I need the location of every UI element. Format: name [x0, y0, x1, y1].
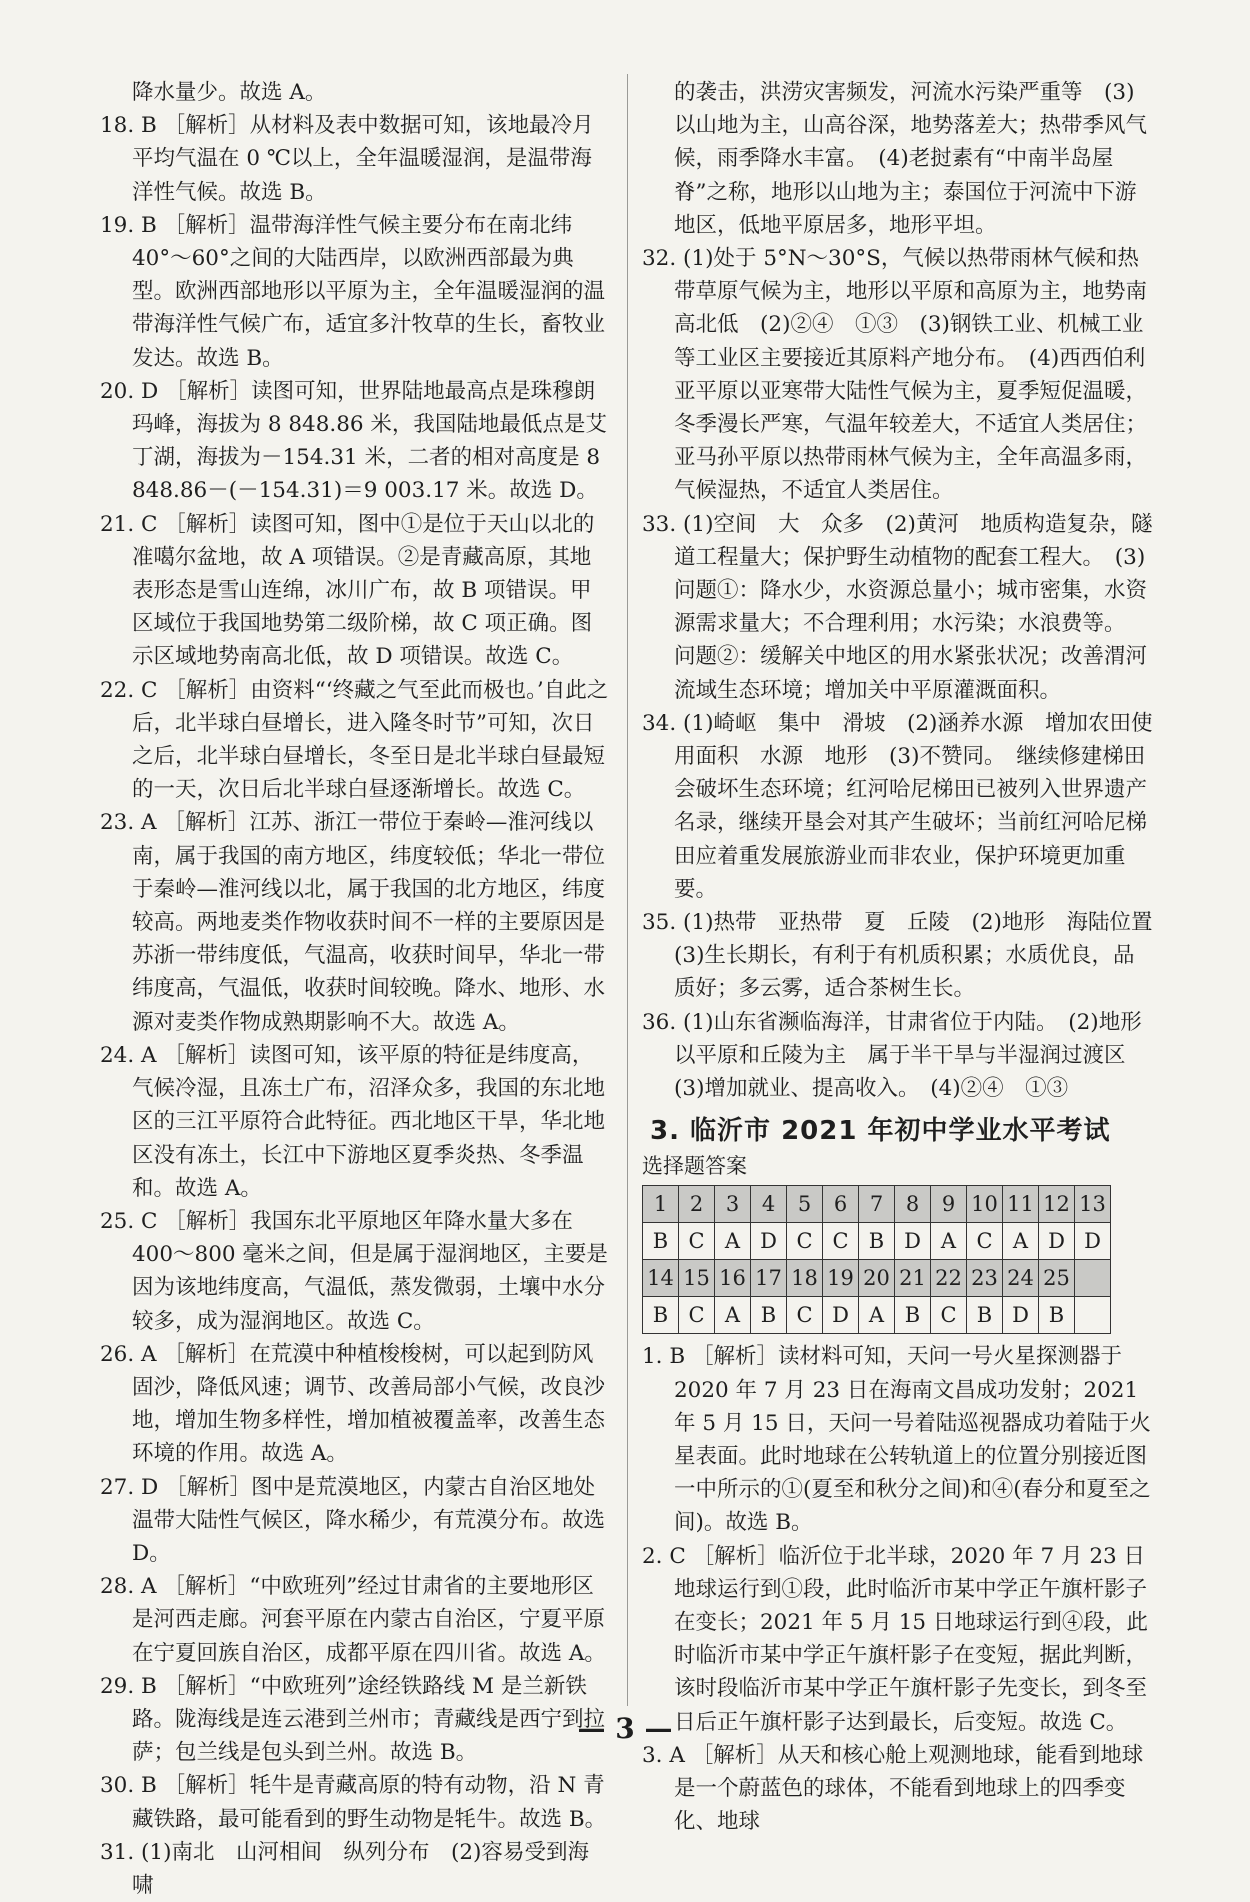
answer-item: 30. B ［解析］牦牛是青藏高原的特有动物，沿 N 青藏铁路，最可能看到的野生动物是牦牛。故选 B。 [100, 1773, 607, 1832]
answer-item: 27. D ［解析］图中是荒漠地区，内蒙古自治区地处温带大陆性气候区，降水稀少，有荒漠分布。故选 D。 [100, 1474, 606, 1566]
question-number-cell: 21 [895, 1260, 931, 1297]
answer-cell [1075, 1297, 1111, 1334]
answer-item: 24. A ［解析］读图可知，该平原的特征是纬度高，气候冷湿，且冻土广布，沼泽众多，我国的东北地区的三江平原符合此特征。西北地区干旱，华北地区没有冻土，长江中下游地区夏季炎热、冬季温和。故选 A。 [100, 1042, 606, 1201]
answer-table [642, 1185, 1111, 1334]
question-number-row [643, 1260, 1111, 1297]
answer-continuation: 降水量少。故选 A。 [132, 80, 327, 105]
question-number-cell: 19 [823, 1260, 859, 1297]
answer-cell: D [751, 1223, 787, 1260]
question-number-cell: 10 [967, 1186, 1003, 1223]
answer-item: 20. D ［解析］读图可知，世界陆地最高点是珠穆朗玛峰，海拔为 8 848.86 米，我国陆地最低点是艾丁湖，海拔为－154.31 米，二者的相对高度是 8 848.86－(－154.31)＝9 003.17 米。故选 D。 [100, 378, 607, 504]
answer-cell: C [679, 1223, 715, 1260]
answer-cell: C [679, 1297, 715, 1334]
answer-cell: D [1075, 1223, 1111, 1260]
answer-item: 32. (1)处于 5°N～30°S，气候以热带雨林气候和热带草原气候为主，地形以平原和高原为主，地势南高北低 (2)②④ ①③ (3)钢铁工业、机械工业等工业区主要接近其原料产地分布。 (4)西西伯利亚平原以亚寒带大陆性气候为主，夏季短促温暖，冬季漫长严寒，气温年较差大，不适宜人类居住；亚马孙平原以热带雨林气候为主，全年高温多雨，气候湿热，不适宜人类居住。 [642, 246, 1148, 504]
answer-cell: A [859, 1297, 895, 1334]
answer-item: 26. A ［解析］在荒漠中种植梭梭树，可以起到防风固沙，降低风速；调节、改善局部小气候，改良沙地，增加生物多样性，增加植被覆盖率，改善生态环境的作用。故选 A。 [100, 1341, 606, 1467]
answer-item: 29. B ［解析］“中欧班列”途经铁路线 M 是兰新铁路。陇海线是连云港到兰州市；青藏线是西宁到拉萨；包兰线是包头到兰州。故选 B。 [100, 1673, 606, 1766]
answer-cell: A [715, 1297, 751, 1334]
question-number-cell: 16 [715, 1260, 751, 1297]
question-number-cell: 7 [859, 1186, 895, 1223]
left-column [100, 76, 610, 1902]
answer-item: 18. B ［解析］从材料及表中数据可知，该地最冷月平均气温在 0 ℃以上，全年温暖湿润，是温带海洋性气候。故选 B。 [100, 113, 594, 205]
answer-cell: C [967, 1223, 1003, 1260]
answer-cell: A [715, 1223, 751, 1260]
answer-cell: B [643, 1223, 679, 1260]
question-number-cell: 13 [1075, 1186, 1111, 1223]
answer-item: 21. C ［解析］读图可知，图中①是位于天山以北的准噶尔盆地，故 A 项错误。②是青藏高原，其地表形态是雪山连绵，冰川广布，故 B 项错误。甲区域位于我国地势第二级阶梯，故 C 项正确。图示区域地势南高北低，故 D 项错误。故选 C。 [100, 511, 595, 670]
question-number-cell: 3 [715, 1186, 751, 1223]
answer-cell: A [931, 1223, 967, 1260]
question-number-cell: 14 [643, 1260, 679, 1297]
answer-item: 28. A ［解析］“中欧班列”经过甘肃省的主要地形区是河西走廊。河套平原在内蒙古自治区，宁夏平原在宁夏回族自治区，成都平原在四川省。故选 A。 [100, 1574, 606, 1666]
question-number-cell: 18 [787, 1260, 823, 1297]
answer-item: 34. (1)崎岖 集中 滑坡 (2)涵养水源 增加农田使用面积 水源 地形 (3)不赞同。 继续修建梯田会破坏生态环境；红河哈尼梯田已被列入世界遗产名录，继续开垦会对其产生破坏；当前红河哈尼梯田应着重发展旅游业而非农业，保护环境更加重要。 [642, 710, 1153, 902]
answer-cell: B [1039, 1297, 1075, 1334]
answer-cell: D [823, 1297, 859, 1334]
answer-item: 19. B ［解析］温带海洋性气候主要分布在南北纬 40°～60°之间的大陆西岸，以欧洲西部最为典型。欧洲西部地形以平原为主，全年温暖湿润的温带海洋性气候广布，适宜多汁牧草的生长，畜牧业发达。故选 B。 [100, 212, 606, 371]
section-title: 3. 临沂市 2021 年初中学业水平考试 [650, 1116, 1111, 1147]
answer-item: 33. (1)空间 大 众多 (2)黄河 地质构造复杂，隧道工程量大；保护野生动植物的配套工程大。 (3)问题①：降水少，水资源总量小；城市密集，水资源需求量大；不合理利用；水污染；水浪费等。 问题②：缓解关中地区的用水紧张状况；改善渭河流域生态环境；增加关中平原灌溉面积。 [642, 511, 1153, 703]
answer-cell: C [787, 1223, 823, 1260]
question-number-cell: 25 [1039, 1260, 1075, 1297]
answer-item: 3. A ［解析］从天和核心舱上观测地球，能看到地球是一个蔚蓝色的球体，不能看到地球上的四季变化、地球 [642, 1742, 1144, 1835]
answer-row [643, 1297, 1111, 1334]
answer-item: 22. C ［解析］由资料“‘终藏之气至此而极也。’自此之后，北半球白昼增长，进入隆冬时节”可知，次日之后，北半球白昼增长，冬至日是北半球白昼最短的一天，次日后北半球白昼逐渐增长。故选 C。 [100, 677, 609, 803]
question-number-cell [1075, 1260, 1111, 1297]
answer-cell: B [751, 1297, 787, 1334]
answer-item: 25. C ［解析］我国东北平原地区年降水量大多在 400～800 毫米之间，但是属于湿润地区，主要是因为该地纬度高，气温低，蒸发微弱，土壤中水分较多，成为湿润地区。故选 C。 [100, 1208, 608, 1334]
question-number-cell: 15 [679, 1260, 715, 1297]
answer-row [643, 1223, 1111, 1260]
question-number-cell: 17 [751, 1260, 787, 1297]
answer-continuation: 的袭击，洪涝灾害频发，河流水污染严重等 (3)以山地为主，山高谷深，地势落差大；热带季风气候，雨季降水丰富。 (4)老挝素有“中南半岛屋脊”之称，地形以山地为主；泰国位于河流中下游地区，低地平原居多，地形平坦。 [674, 80, 1148, 238]
right-column [642, 76, 1174, 1838]
answer-cell: C [823, 1223, 859, 1260]
question-number-cell: 11 [1003, 1186, 1039, 1223]
answer-cell: B [967, 1297, 1003, 1334]
question-number-cell: 12 [1039, 1186, 1075, 1223]
question-number-cell: 22 [931, 1260, 967, 1297]
answer-cell: C [931, 1297, 967, 1334]
answer-item: 36. (1)山东省濒临海洋，甘肃省位于内陆。 (2)地形以平原和丘陵为主 属于半干旱与半湿润过渡区 (3)增加就业、提高收入。 (4)②④ ①③ [642, 1009, 1148, 1102]
question-number-cell: 8 [895, 1186, 931, 1223]
answer-cell: D [895, 1223, 931, 1260]
question-number-cell: 2 [679, 1186, 715, 1223]
right-column-explanations [642, 1340, 1154, 1838]
answer-cell: B [859, 1223, 895, 1260]
question-number-cell: 5 [787, 1186, 823, 1223]
answer-item: 23. A ［解析］江苏、浙江一带位于秦岭—淮河线以南，属于我国的南方地区，纬度较低；华北一带位于秦岭—淮河线以北，属于我国的北方地区，纬度较高。两地麦类作物收获时间不一样的主要原因是苏浙一带纬度低，气温高，收获时间早，华北一带纬度高，气温低，收获时间较晚。降水、地形、水源对麦类作物成熟期影响不大。故选 A。 [100, 810, 606, 1035]
answer-item: 35. (1)热带 亚热带 夏 丘陵 (2)地形 海陆位置 (3)生长期长，有利于有机质积累；水质优良，品质好；多云雾，适合茶树生长。 [642, 910, 1174, 1002]
question-number-cell: 24 [1003, 1260, 1039, 1297]
answer-cell: D [1039, 1223, 1075, 1260]
question-number-cell: 6 [823, 1186, 859, 1223]
question-number-cell: 1 [643, 1186, 679, 1223]
answer-cell: C [787, 1297, 823, 1334]
answer-cell: B [643, 1297, 679, 1334]
question-number-cell: 23 [967, 1260, 1003, 1297]
question-number-row [643, 1186, 1111, 1223]
answer-item: 2. C ［解析］临沂位于北半球，2020 年 7 月 23 日地球运行到①段，此时临沂市某中学正午旗杆影子在变长；2021 年 5 月 15 日地球运行到④段，此时临沂市某中学正午旗杆影子在变短，据此判断，该时段临沂市某中学正午旗杆影子先变长，到冬至日后正午旗杆影子达到最长，后变短。故选 C。 [642, 1543, 1148, 1735]
question-number-cell: 4 [751, 1186, 787, 1223]
page-number: — 3 — [577, 1712, 673, 1745]
answer-item: 1. B ［解析］读材料可知，天问一号火星探测器于 2020 年 7 月 23 日在海南文昌成功发射；2021 年 5 月 15 日，天问一号着陆巡视器成功着陆于火星表面。此时地球在公转轨道上的位置分别接近图一中所示的①(夏至和秋分之间)和④(春分和夏至之间)。故选 B。 [642, 1344, 1151, 1536]
right-column-answers [642, 76, 1174, 1105]
answer-cell: A [1003, 1223, 1039, 1260]
column-divider [627, 74, 628, 1706]
question-number-cell: 20 [859, 1260, 895, 1297]
answer-item: 31. (1)南北 山河相间 纵列分布 (2)容易受到海啸 [100, 1839, 589, 1898]
answer-cell: B [895, 1297, 931, 1334]
answer-cell: D [1003, 1297, 1039, 1334]
answer-caption: 选择题答案 [642, 1154, 747, 1179]
question-number-cell: 9 [931, 1186, 967, 1223]
